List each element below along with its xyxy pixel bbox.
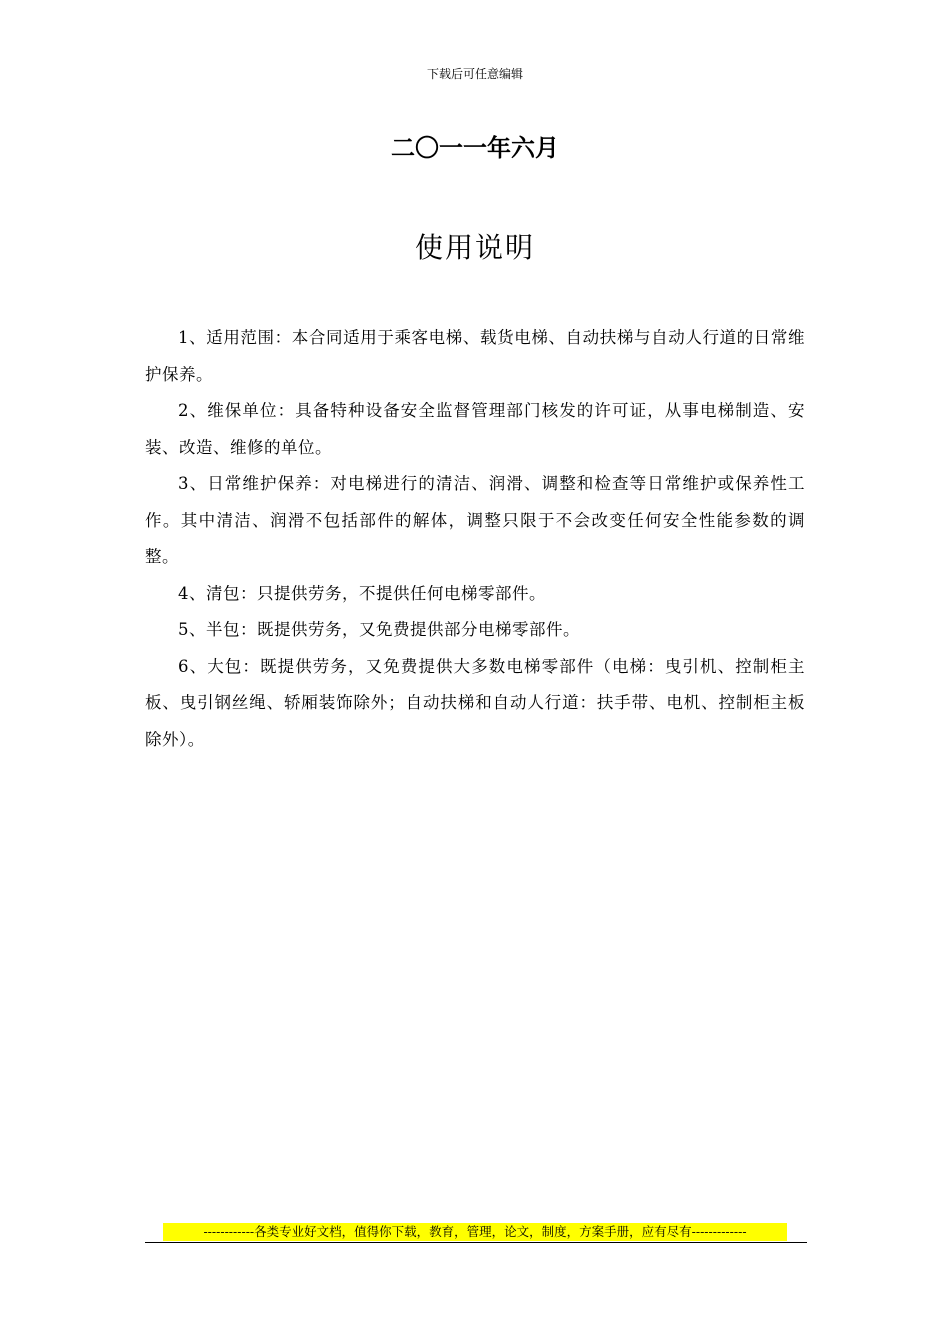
body-text bbox=[145, 320, 805, 758]
paragraph-scope: 1、适用范围：本合同适用于乘客电梯、载货电梯、自动扶梯与自动人行道的日常维护保养。 bbox=[145, 328, 805, 384]
footer-divider bbox=[145, 1242, 807, 1243]
paragraph-full-package: 6、大包：既提供劳务，又免费提供大多数电梯零部件（电梯：曳引机、控制柜主板、曳引钢丝绳、轿厢装饰除外；自动扶梯和自动人行道：扶手带、电机、控制柜主板除外）。 bbox=[145, 656, 805, 749]
date-line: 二〇一一年六月 bbox=[391, 133, 559, 162]
paragraph-maintenance-unit: 2、维保单位：具备特种设备安全监督管理部门核发的许可证，从事电梯制造、安装、改造、维修的单位。 bbox=[145, 401, 805, 457]
paragraph-daily-maintenance: 3、日常维护保养：对电梯进行的清洁、润滑、调整和检查等日常维护或保养性工作。其中清洁、润滑不包括部件的解体，调整只限于不会改变任何安全性能参数的调整。 bbox=[145, 474, 805, 566]
header-note: 下载后可任意编辑 bbox=[426, 67, 523, 81]
paragraph-half-package: 5、半包：既提供劳务，又免费提供部分电梯零部件。 bbox=[178, 620, 580, 639]
footer-banner: ------------各类专业好文档，值得你下载，教育，管理，论文，制度，方案手册，应有尽有------------- bbox=[163, 1223, 787, 1241]
page-title: 使用说明 bbox=[414, 231, 535, 264]
paragraph-labor-only: 4、清包：只提供劳务，不提供任何电梯零部件。 bbox=[178, 583, 546, 603]
